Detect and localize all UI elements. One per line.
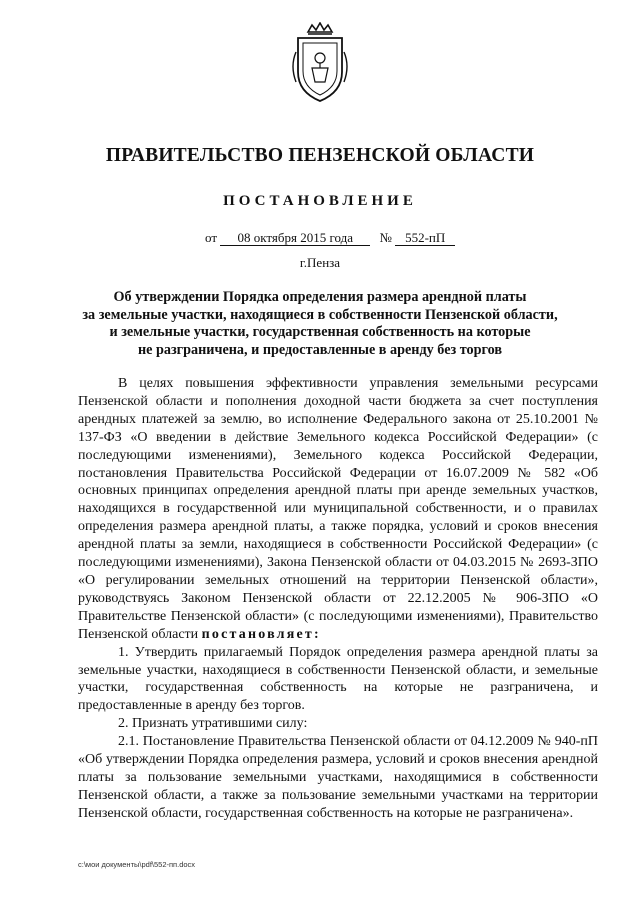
title-line: за земельные участки, находящиеся в собственности Пензенской области, [82,306,558,323]
organization-name: ПРАВИТЕЛЬСТВО ПЕНЗЕНСКОЙ ОБЛАСТИ [105,145,535,166]
file-path-footer: c:\мои документы\pdf\552-пп.docx [78,860,196,869]
document-date: 08 октября 2015 года [220,231,370,246]
title-line: и земельные участки, государственная собственность на которые [109,324,531,341]
document-title [60,289,580,359]
paragraph-item-2: 2. Признать утратившими силу: [118,716,308,732]
title-line: Об утверждении Порядка определения размера арендной платы [113,289,527,305]
preamble-text: В целях повышения эффективности управления земельными ресурсами Пензенской области и пополнения доходной части бюджета за счет поступления арендных платежей за землю, во исполнение Федерального закона от 25.10.2001 № 137-ФЗ «О введении в действие Земельного кодекса Российской Федерации» (с последующими изменениями), Земельного кодекса Российской Федерации, постановления Правительства Российской Федерации от 16.07.2009 № 582 «Об основных принципах определения арендной платы при аренде земельных участков, находящихся в государственной или муниципальной собственности, и о правилах определения размера арендной платы, а также порядка, условий и сроков внесения арендной платы за земли, находящиеся в собственности Российской Федерации» (с последующими изменениями), Закона Пензенской области от 04.03.2015 № 2693-ЗПО «О регулировании земельных отношений на территории Пензенской области», руководствуясь Законом Пензенской области от 22.12.2005 № 906-ЗПО «О Правительстве Пензенской области» (с последующими изменениями), Правительство Пензенской области [78,376,598,642]
preamble-paragraph [78,375,598,644]
document-body [78,375,598,823]
coat-of-arms-icon [288,22,352,104]
paragraph-item-2-1: 2.1. Постановление Правительства Пензенской области от 04.12.2009 № 940-пП «Об утверждении Порядка определения размера, условий и сроков внесения арендной платы за пользование земельными участками, находящимися в собственности Пензенской области, а также за пользование земельными участками на территории Пензенской области, государственная собственность на которые не разграничена». [78,734,598,821]
paragraph-item-1: 1. Утвердить прилагаемый Порядок определения размера арендной платы за земельные участки, находящиеся в собственности Пензенской области, и земельные участки, государственная собственность на которые не разграничена, и предоставленные в аренду без торгов. [78,644,598,714]
resolves-word: постановляет: [201,626,321,642]
city: г.Пенза [299,255,341,270]
date-number-line [205,230,455,246]
number-prefix: № [379,230,392,245]
title-line: не разграничена, и предоставленные в аренду без торгов [137,341,503,358]
document-type: ПОСТАНОВЛЕНИЕ [223,193,417,209]
date-prefix: от [205,230,218,245]
document-number: 552-пП [395,231,455,246]
